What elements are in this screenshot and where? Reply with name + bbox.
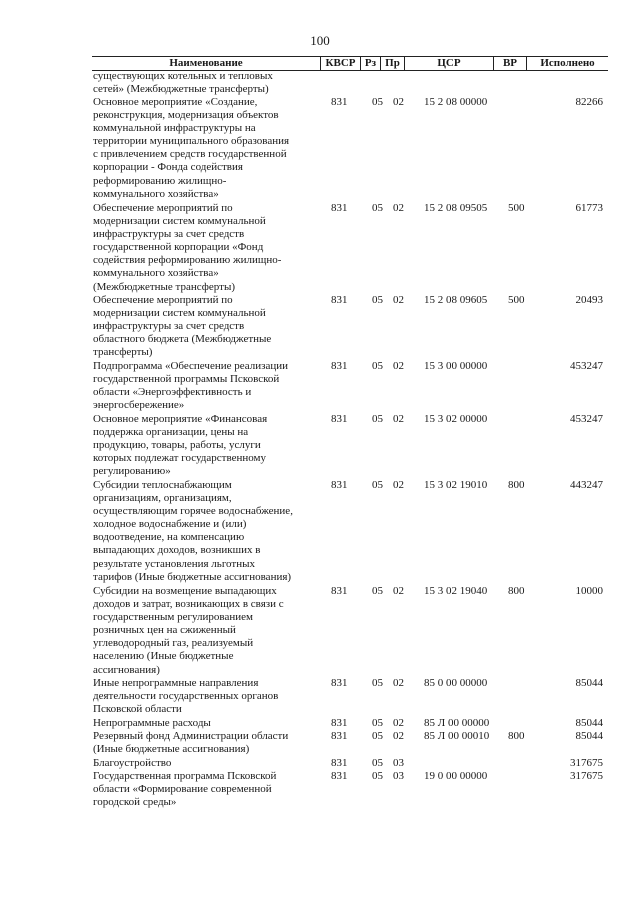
row-csr: 15 2 08 09605	[424, 294, 488, 306]
row-csr: 85 Л 00 00000	[424, 717, 490, 729]
table-row	[0, 70, 640, 96]
row-pr: 02	[393, 585, 404, 597]
row-vr: 800	[508, 730, 525, 742]
row-kvsr: 831	[331, 413, 348, 425]
table-row	[0, 413, 640, 479]
row-rz: 05	[372, 360, 383, 372]
row-pr: 02	[393, 677, 404, 689]
table-row	[0, 479, 640, 585]
row-kvsr: 831	[331, 717, 348, 729]
row-name: Субсидии на возмещение выпадающих доходов и затрат, возникающих в связи с государственным регулированием розничных цен на сжиженный углеводородный газ, реализуемый населению (Иные бюджетные ассигнования)	[93, 585, 284, 676]
header-pr: Пр	[385, 57, 400, 69]
table-row	[0, 757, 640, 770]
page-number: 100	[310, 33, 330, 48]
row-pr: 02	[393, 202, 404, 214]
row-csr: 15 3 02 19010	[424, 479, 488, 491]
row-csr: 15 3 02 00000	[424, 413, 488, 425]
row-csr: 15 3 02 19040	[424, 585, 488, 597]
row-amount: 317675	[570, 757, 603, 769]
row-pr: 02	[393, 294, 404, 306]
row-amount: 443247	[570, 479, 603, 491]
row-pr: 03	[393, 770, 404, 782]
table-row	[0, 360, 640, 413]
header-vr: ВР	[502, 57, 518, 69]
table-row	[0, 730, 640, 757]
row-pr: 02	[393, 479, 404, 491]
row-kvsr: 831	[331, 202, 348, 214]
table-row	[0, 202, 640, 294]
row-name: Резервный фонд Администрации области (Иные бюджетные ассигнования)	[93, 730, 289, 756]
row-rz: 05	[372, 585, 383, 597]
row-name: Непрограммные расходы	[93, 717, 211, 729]
row-name: Государственная программа Псковской области «Формирование современной городской среды»	[93, 770, 277, 809]
row-pr: 02	[393, 717, 404, 729]
table-body	[0, 70, 640, 810]
row-kvsr: 831	[331, 96, 348, 108]
table-row	[0, 770, 640, 810]
row-kvsr: 831	[331, 585, 348, 597]
row-amount: 453247	[570, 360, 603, 372]
row-csr: 85 0 00 00000	[424, 677, 488, 689]
row-kvsr: 831	[331, 730, 348, 742]
header-name: Наименование	[169, 57, 243, 69]
row-pr: 02	[393, 360, 404, 372]
row-csr: 15 2 08 09505	[424, 202, 488, 214]
row-name: Основное мероприятие «Финансовая поддержка организации, цены на продукцию, товары, работы, услуги которых подлежат государственному регулированию»	[93, 413, 268, 478]
row-amount: 317675	[570, 770, 603, 782]
row-kvsr: 831	[331, 360, 348, 372]
row-name: Благоустройство	[93, 757, 172, 769]
header-csr: ЦСР	[437, 57, 461, 69]
table-row	[0, 717, 640, 730]
row-rz: 05	[372, 202, 383, 214]
row-kvsr: 831	[331, 677, 348, 689]
table-row	[0, 96, 640, 202]
row-rz: 05	[372, 479, 383, 491]
row-rz: 05	[372, 677, 383, 689]
row-rz: 05	[372, 757, 383, 769]
row-name: Субсидии теплоснабжающим организациям, организациям, осуществляющим горячее водоснабжение, холодное водоснабжение и (или) водоотведение, на компенсацию выпадающих доходов, возникших в результате установления льготных тарифов (Иные бюджетные ассигнования)	[93, 479, 293, 583]
row-rz: 05	[372, 96, 383, 108]
row-csr: 15 3 00 00000	[424, 360, 488, 372]
row-pr: 02	[393, 96, 404, 108]
row-amount: 453247	[570, 413, 603, 425]
row-amount: 82266	[575, 96, 603, 108]
row-name: Основное мероприятие «Создание, реконструкция, модернизация объектов коммунальной инфраструктуры на территории муниципального образования с привлечением средств государственной корпорации - Фонда содействия реформированию жилищно- коммунального хозяйства»	[93, 96, 290, 200]
row-kvsr: 831	[331, 479, 348, 491]
row-kvsr: 831	[331, 757, 348, 769]
row-rz: 05	[372, 717, 383, 729]
row-amount: 61773	[575, 202, 603, 214]
row-pr: 02	[393, 413, 404, 425]
row-rz: 05	[372, 770, 383, 782]
row-rz: 05	[372, 413, 383, 425]
row-vr: 800	[508, 479, 525, 491]
row-kvsr: 831	[331, 770, 348, 782]
row-csr: 15 2 08 00000	[424, 96, 488, 108]
row-rz: 05	[372, 294, 383, 306]
row-name: Иные непрограммные направления деятельности государственных органов Псковской области	[93, 677, 279, 716]
row-kvsr: 831	[331, 294, 348, 306]
row-amount: 10000	[575, 585, 603, 597]
row-name: существующих котельных и тепловых сетей» (Межбюджетные трансферты)	[93, 70, 273, 96]
row-name: Обеспечение мероприятий по модернизации систем коммунальной инфраструктуры за счет средств областного бюджета (Межбюджетные трансферты)	[93, 294, 272, 359]
row-rz: 05	[372, 730, 383, 742]
row-name: Подпрограмма «Обеспечение реализации государственной программы Псковской области «Энергоэффективность и энергосбережение»	[93, 360, 288, 412]
row-amount: 85044	[575, 717, 603, 729]
row-amount: 85044	[575, 730, 603, 742]
table-row	[0, 294, 640, 360]
row-pr: 02	[393, 730, 404, 742]
header-done: Исполнено	[540, 57, 595, 69]
row-vr: 500	[508, 202, 525, 214]
row-name: Обеспечение мероприятий по модернизации систем коммунальной инфраструктуры за счет средств государственной корпорации «Фонд содействия реформированию жилищно- коммунального хозяйства» (Межбюджетные трансферты)	[93, 202, 282, 293]
table-row	[0, 585, 640, 677]
row-pr: 03	[393, 757, 404, 769]
row-csr: 19 0 00 00000	[424, 770, 488, 782]
header-rz: Рз	[364, 57, 377, 69]
row-csr: 85 Л 00 00010	[424, 730, 490, 742]
header-kvsr: КВСР	[325, 57, 356, 69]
row-amount: 20493	[575, 294, 603, 306]
row-amount: 85044	[575, 677, 603, 689]
table-row	[0, 677, 640, 717]
table-header	[92, 56, 608, 71]
row-vr: 800	[508, 585, 525, 597]
row-vr: 500	[508, 294, 525, 306]
